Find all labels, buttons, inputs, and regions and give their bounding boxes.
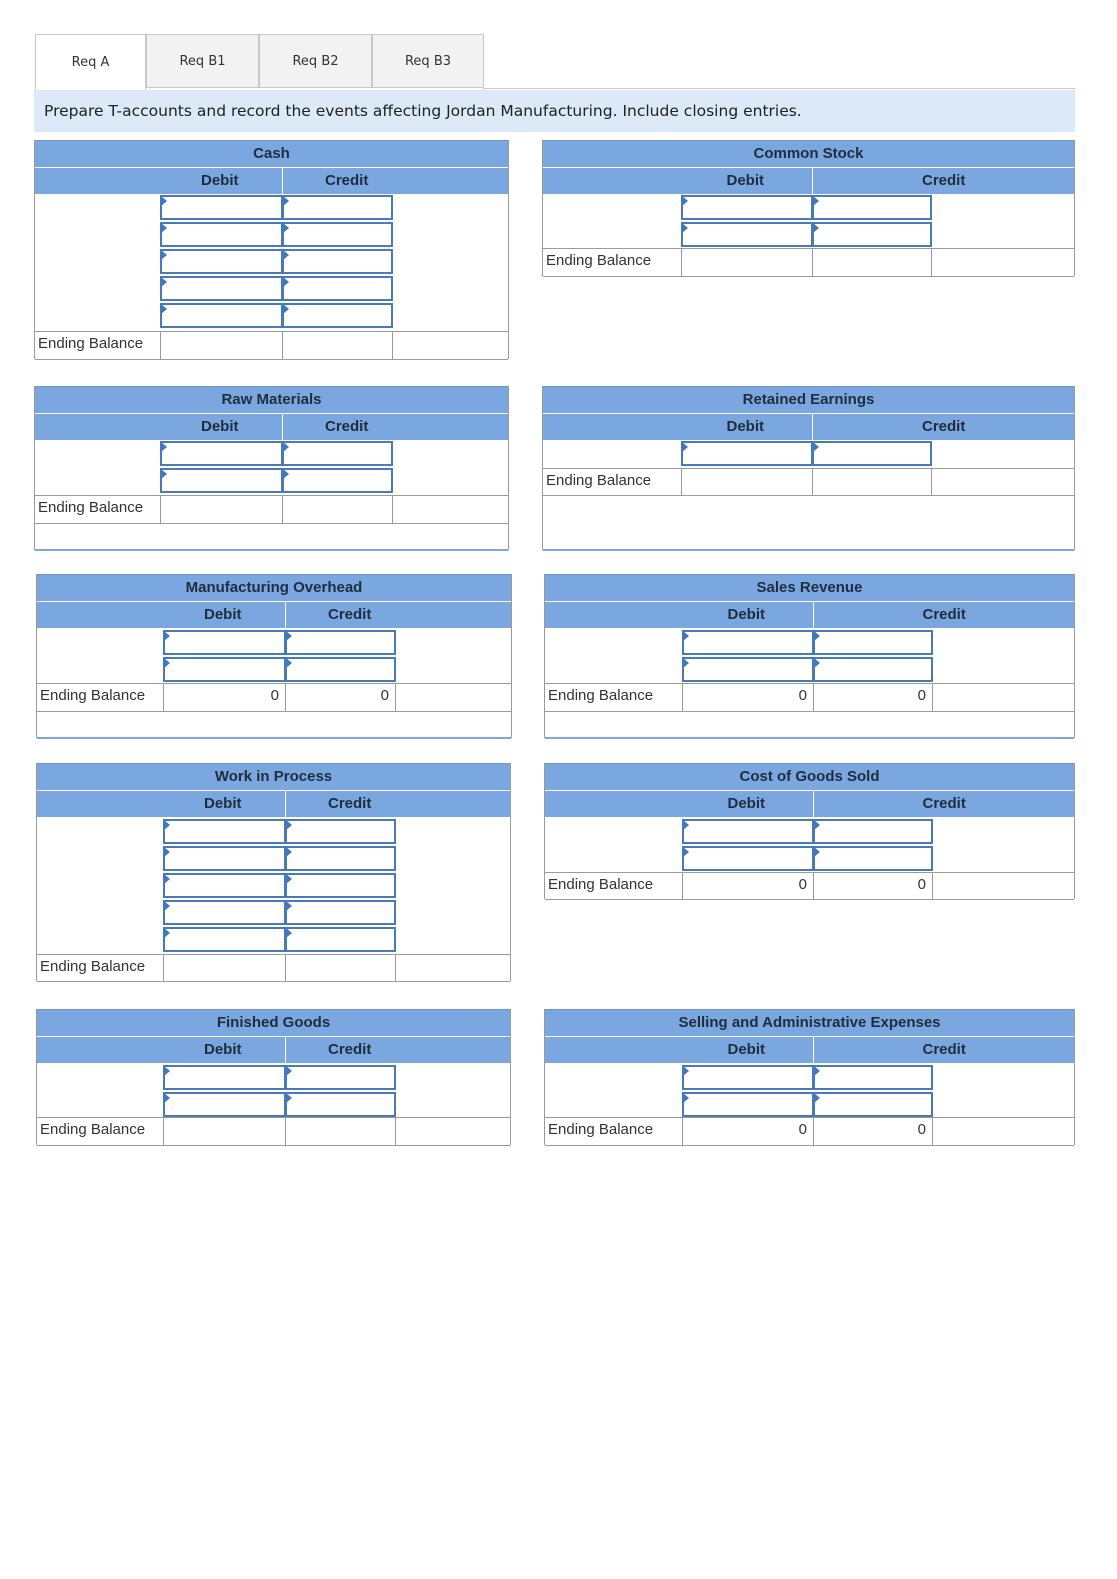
cash-credit-input[interactable]: [282, 249, 393, 274]
finished-goods-ending-bottom-line: [37, 1145, 510, 1146]
selling-admin-title: Selling and Administrative Expenses: [678, 1014, 941, 1031]
raw-materials-ending-bottom-line: [35, 523, 508, 524]
work-in-process-credit-input[interactable]: [285, 819, 396, 844]
raw-materials-title: Raw Materials: [221, 391, 322, 408]
manufacturing-overhead-debit-label: Debit: [204, 606, 242, 623]
selling-admin-header-divider: [813, 1037, 814, 1063]
retained-earnings-ending-balance-label: Ending Balance: [546, 472, 652, 489]
raw-materials-debit-input[interactable]: [160, 468, 283, 493]
raw-materials-section-bottom: [35, 549, 508, 551]
manufacturing-overhead-ending-top-line: [37, 683, 511, 684]
cash-ending-top-line: [35, 331, 508, 332]
common-stock-header-divider: [812, 168, 813, 194]
finished-goods-credit-input[interactable]: [285, 1065, 396, 1090]
work-in-process-credit-input[interactable]: [285, 927, 396, 952]
cost-of-goods-sold-ending-top-line: [545, 872, 1074, 873]
tab-divider: [483, 88, 1075, 89]
common-stock-credit-input[interactable]: [812, 222, 932, 247]
sales-revenue-ending-credit-value: 0: [917, 687, 926, 704]
common-stock-title: Common Stock: [753, 145, 864, 162]
manufacturing-overhead-debit-input[interactable]: [163, 657, 286, 682]
selling-admin-credit-input[interactable]: [813, 1065, 933, 1090]
cash-credit-input[interactable]: [282, 222, 393, 247]
manufacturing-overhead-ending-credit-value: 0: [380, 687, 389, 704]
retained-earnings-header-divider: [812, 414, 813, 440]
cost-of-goods-sold-debit-input[interactable]: [682, 846, 814, 871]
manufacturing-overhead-credit-input[interactable]: [285, 630, 396, 655]
manufacturing-overhead-title: Manufacturing Overhead: [185, 579, 363, 596]
retained-earnings-debit-label: Debit: [726, 418, 764, 435]
cost-of-goods-sold-ending-balance-label: Ending Balance: [548, 876, 654, 893]
manufacturing-overhead-credit-label: Credit: [328, 606, 372, 623]
cost-of-goods-sold-ending-divider: [932, 872, 933, 899]
raw-materials-ending-divider: [392, 495, 393, 523]
cost-of-goods-sold-credit-input[interactable]: [813, 819, 933, 844]
raw-materials-header-divider: [282, 414, 283, 440]
common-stock-credit-label: Credit: [922, 172, 966, 189]
account-raw-materials: [34, 386, 509, 550]
sales-revenue-ending-debit-value: 0: [798, 687, 807, 704]
sales-revenue-title-bar: [545, 574, 1074, 601]
account-finished-goods: [36, 1009, 511, 1145]
tab-req-b3[interactable]: Req B3: [372, 34, 484, 88]
finished-goods-header-divider: [285, 1037, 286, 1063]
common-stock-ending-divider: [931, 248, 932, 276]
manufacturing-overhead-ending-balance-label: Ending Balance: [40, 687, 146, 704]
sales-revenue-debit-input[interactable]: [682, 630, 814, 655]
cash-debit-input[interactable]: [160, 276, 283, 301]
account-cash: [34, 140, 509, 359]
sales-revenue-ending-balance-label: Ending Balance: [548, 687, 654, 704]
common-stock-column-header: [543, 167, 1074, 194]
cash-debit-input[interactable]: [160, 195, 283, 220]
account-selling-admin: [544, 1009, 1075, 1145]
common-stock-title-bar: [543, 140, 1074, 167]
finished-goods-column-header: [37, 1036, 510, 1063]
account-retained-earnings: [542, 386, 1075, 550]
sales-revenue-debit-input[interactable]: [682, 657, 814, 682]
finished-goods-debit-input[interactable]: [163, 1092, 286, 1117]
selling-admin-debit-input[interactable]: [682, 1092, 814, 1117]
common-stock-ending-divider: [681, 248, 682, 276]
selling-admin-credit-input[interactable]: [813, 1092, 933, 1117]
raw-materials-title-bar: [35, 386, 508, 413]
manufacturing-overhead-title-bar: [37, 574, 511, 601]
cost-of-goods-sold-credit-input[interactable]: [813, 846, 933, 871]
work-in-process-column-header: [37, 790, 510, 817]
raw-materials-debit-input[interactable]: [160, 441, 283, 466]
manufacturing-overhead-debit-input[interactable]: [163, 630, 286, 655]
finished-goods-debit-label: Debit: [204, 1041, 242, 1058]
cash-ending-divider: [160, 331, 161, 359]
cash-ending-divider: [392, 331, 393, 359]
sales-revenue-credit-label: Credit: [922, 606, 966, 623]
cost-of-goods-sold-debit-input[interactable]: [682, 819, 814, 844]
cost-of-goods-sold-credit-label: Credit: [922, 795, 966, 812]
cash-credit-input[interactable]: [282, 303, 393, 328]
retained-earnings-section-bottom: [543, 549, 1074, 551]
cost-of-goods-sold-debit-label: Debit: [727, 795, 765, 812]
work-in-process-ending-divider: [395, 954, 396, 981]
tab-req-b2[interactable]: Req B2: [259, 34, 372, 88]
finished-goods-title-bar: [37, 1009, 510, 1036]
common-stock-ending-top-line: [543, 248, 1074, 249]
instruction-text: Prepare T-accounts and record the events affecting Jordan Manufacturing. Include closing entries.: [44, 102, 802, 120]
cash-credit-label: Credit: [325, 172, 369, 189]
common-stock-debit-label: Debit: [726, 172, 764, 189]
cost-of-goods-sold-ending-credit-value: 0: [917, 876, 926, 893]
cash-credit-input[interactable]: [282, 276, 393, 301]
manufacturing-overhead-section-bottom: [37, 737, 511, 739]
work-in-process-credit-input[interactable]: [285, 846, 396, 871]
raw-materials-credit-input[interactable]: [282, 441, 393, 466]
selling-admin-ending-balance-label: Ending Balance: [548, 1121, 654, 1138]
instruction-banner: [34, 90, 1075, 132]
manufacturing-overhead-ending-bottom-line: [37, 711, 511, 712]
retained-earnings-credit-label: Credit: [922, 418, 966, 435]
work-in-process-debit-label: Debit: [204, 795, 242, 812]
work-in-process-ending-bottom-line: [37, 981, 510, 982]
retained-earnings-credit-input[interactable]: [812, 441, 932, 466]
retained-earnings-ending-bottom-line: [543, 495, 1074, 496]
account-sales-revenue: [544, 574, 1075, 738]
selling-admin-ending-bottom-line: [545, 1145, 1074, 1146]
retained-earnings-ending-divider: [812, 468, 813, 495]
work-in-process-debit-input[interactable]: [163, 846, 286, 871]
retained-earnings-ending-divider: [681, 468, 682, 495]
cash-debit-input[interactable]: [160, 303, 283, 328]
work-in-process-credit-label: Credit: [328, 795, 372, 812]
common-stock-credit-input[interactable]: [812, 195, 932, 220]
work-in-process-debit-input[interactable]: [163, 927, 286, 952]
finished-goods-ending-top-line: [37, 1117, 510, 1118]
manufacturing-overhead-ending-divider: [395, 683, 396, 711]
sales-revenue-credit-input[interactable]: [813, 657, 933, 682]
sales-revenue-section-bottom: [545, 737, 1074, 739]
finished-goods-title: Finished Goods: [216, 1014, 331, 1031]
work-in-process-ending-divider: [163, 954, 164, 981]
account-work-in-process: [36, 763, 511, 981]
work-in-process-title-bar: [37, 763, 510, 790]
cash-debit-input[interactable]: [160, 249, 283, 274]
work-in-process-header-divider: [285, 791, 286, 817]
selling-admin-ending-credit-value: 0: [917, 1121, 926, 1138]
sales-revenue-ending-divider: [932, 683, 933, 711]
raw-materials-ending-divider: [160, 495, 161, 523]
manufacturing-overhead-header-divider: [285, 602, 286, 628]
work-in-process-ending-divider: [285, 954, 286, 981]
account-common-stock: [542, 140, 1075, 276]
work-in-process-debit-input[interactable]: [163, 819, 286, 844]
finished-goods-ending-divider: [163, 1117, 164, 1145]
work-in-process-credit-input[interactable]: [285, 900, 396, 925]
retained-earnings-title-bar: [543, 386, 1074, 413]
raw-materials-ending-divider: [282, 495, 283, 523]
manufacturing-overhead-ending-debit-value: 0: [270, 687, 279, 704]
finished-goods-ending-balance-label: Ending Balance: [40, 1121, 146, 1138]
selling-admin-ending-top-line: [545, 1117, 1074, 1118]
cash-debit-label: Debit: [201, 172, 239, 189]
common-stock-ending-balance-label: Ending Balance: [546, 252, 652, 269]
common-stock-ending-bottom-line: [543, 276, 1074, 277]
cost-of-goods-sold-column-header: [545, 790, 1074, 817]
raw-materials-ending-top-line: [35, 495, 508, 496]
sales-revenue-credit-input[interactable]: [813, 630, 933, 655]
cash-column-header: [35, 167, 508, 194]
cash-header-divider: [282, 168, 283, 194]
sales-revenue-ending-bottom-line: [545, 711, 1074, 712]
retained-earnings-ending-divider: [931, 468, 932, 495]
work-in-process-title: Work in Process: [214, 768, 333, 785]
cost-of-goods-sold-header-divider: [813, 791, 814, 817]
cash-ending-divider: [282, 331, 283, 359]
common-stock-debit-input[interactable]: [681, 195, 813, 220]
sales-revenue-header-divider: [813, 602, 814, 628]
tab-req-b1[interactable]: Req B1: [146, 34, 259, 88]
finished-goods-debit-input[interactable]: [163, 1065, 286, 1090]
sales-revenue-column-header: [545, 601, 1074, 628]
finished-goods-credit-label: Credit: [328, 1041, 372, 1058]
selling-admin-debit-input[interactable]: [682, 1065, 814, 1090]
selling-admin-ending-debit-value: 0: [798, 1121, 807, 1138]
retained-earnings-debit-input[interactable]: [681, 441, 813, 466]
work-in-process-debit-input[interactable]: [163, 900, 286, 925]
sales-revenue-title: Sales Revenue: [756, 579, 863, 596]
work-in-process-ending-balance-label: Ending Balance: [40, 958, 146, 975]
sales-revenue-ending-top-line: [545, 683, 1074, 684]
selling-admin-ending-divider: [932, 1117, 933, 1145]
cash-debit-input[interactable]: [160, 222, 283, 247]
work-in-process-credit-input[interactable]: [285, 873, 396, 898]
cost-of-goods-sold-title-bar: [545, 763, 1074, 790]
cash-title: Cash: [253, 145, 290, 162]
cost-of-goods-sold-ending-bottom-line: [545, 899, 1074, 900]
retained-earnings-ending-top-line: [543, 468, 1074, 469]
cost-of-goods-sold-title: Cost of Goods Sold: [739, 768, 880, 785]
raw-materials-credit-input[interactable]: [282, 468, 393, 493]
cost-of-goods-sold-ending-debit-value: 0: [798, 876, 807, 893]
work-in-process-ending-top-line: [37, 954, 510, 955]
selling-admin-title-bar: [545, 1009, 1074, 1036]
account-manufacturing-overhead: [36, 574, 512, 738]
manufacturing-overhead-credit-input[interactable]: [285, 657, 396, 682]
retained-earnings-title: Retained Earnings: [742, 391, 875, 408]
selling-admin-column-header: [545, 1036, 1074, 1063]
selling-admin-debit-label: Debit: [727, 1041, 765, 1058]
cash-ending-bottom-line: [35, 359, 508, 360]
common-stock-debit-input[interactable]: [681, 222, 813, 247]
retained-earnings-column-header: [543, 413, 1074, 440]
finished-goods-ending-divider: [285, 1117, 286, 1145]
raw-materials-debit-label: Debit: [201, 418, 239, 435]
cash-credit-input[interactable]: [282, 195, 393, 220]
sales-revenue-debit-label: Debit: [727, 606, 765, 623]
tab-req-a[interactable]: Req A: [35, 34, 146, 90]
common-stock-ending-divider: [812, 248, 813, 276]
work-in-process-debit-input[interactable]: [163, 873, 286, 898]
account-cost-of-goods-sold: [544, 763, 1075, 899]
raw-materials-credit-label: Credit: [325, 418, 369, 435]
cash-ending-balance-label: Ending Balance: [38, 335, 144, 352]
finished-goods-credit-input[interactable]: [285, 1092, 396, 1117]
raw-materials-column-header: [35, 413, 508, 440]
raw-materials-ending-balance-label: Ending Balance: [38, 499, 144, 516]
manufacturing-overhead-column-header: [37, 601, 511, 628]
finished-goods-ending-divider: [395, 1117, 396, 1145]
cash-title-bar: [35, 140, 508, 167]
selling-admin-credit-label: Credit: [922, 1041, 966, 1058]
